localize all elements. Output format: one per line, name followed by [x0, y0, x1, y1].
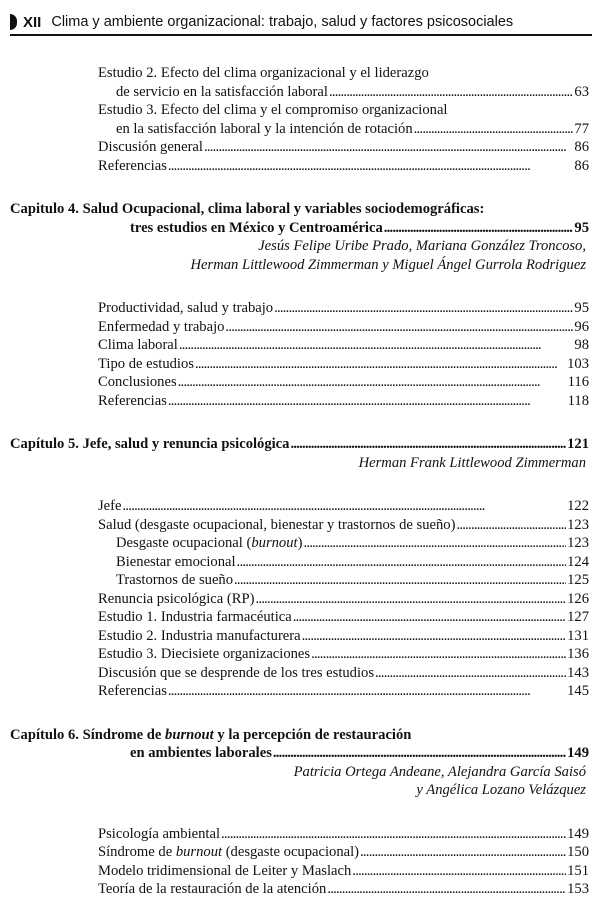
dot-leader	[179, 336, 574, 355]
dot-leader	[327, 880, 566, 899]
toc-entry[interactable]	[0, 355, 600, 374]
entry-text-rest: (desgaste ocupacional)	[222, 844, 360, 860]
dot-leader	[293, 608, 566, 627]
entry-title	[98, 138, 203, 157]
entry-title	[98, 318, 224, 337]
entry-title	[116, 553, 236, 572]
entry-text: Teoría de la restauración de la atención	[98, 881, 327, 897]
entry-text: en ambientes laborales	[130, 745, 272, 761]
dot-leader	[225, 318, 573, 337]
entry-title	[98, 336, 178, 355]
dot-leader	[456, 516, 566, 535]
entry-text: Síndrome de	[98, 844, 176, 860]
entry-text: Estudio 2. Industria manufacturera	[98, 627, 301, 644]
entry-text: Jefe	[98, 498, 122, 514]
dot-leader	[414, 120, 574, 139]
entry-text-rest: y la percepción de restauración	[213, 726, 412, 743]
toc-entry[interactable]	[0, 571, 600, 590]
chapter-authors: Jesús Felipe Uribe Prado, Mariana González Troncoso,	[258, 238, 586, 254]
entry-title	[10, 726, 411, 745]
entry-italic-text: burnout	[165, 726, 214, 743]
section-list	[0, 497, 600, 701]
dot-leader	[255, 590, 566, 609]
toc-entry[interactable]	[0, 318, 600, 337]
dot-leader	[168, 682, 566, 701]
entry-page-number: 149	[567, 745, 589, 761]
entry-title	[130, 744, 272, 763]
entry-text: Renuncia psicológica (RP)	[98, 590, 255, 607]
section-list	[0, 64, 600, 175]
chapter-title-line[interactable]	[0, 744, 600, 763]
dot-leader	[234, 571, 566, 590]
entry-text: Estudio 3. Diecisiete organizaciones	[98, 646, 311, 662]
entry-page-number: 96	[574, 318, 589, 335]
dot-leader	[178, 373, 567, 392]
dot-leader	[195, 355, 566, 374]
entry-title	[116, 120, 413, 139]
entry-page-number: 121	[567, 436, 589, 452]
dot-leader	[329, 83, 573, 102]
entry-text: Capítulo 6. Síndrome de	[10, 726, 166, 743]
entry-text: Clima laboral	[98, 337, 178, 353]
entry-page-number: 118	[567, 392, 589, 409]
entry-page-number: 125	[567, 572, 589, 588]
entry-page-number: 123	[567, 516, 589, 533]
toc-entry[interactable]	[0, 392, 600, 411]
entry-page-number: 95	[574, 300, 589, 316]
entry-page-number: 95	[574, 219, 589, 236]
dot-leader	[303, 534, 566, 553]
entry-title	[130, 219, 383, 238]
entry-page-number: 151	[567, 862, 589, 879]
entry-text: Enfermedad y trabajo	[98, 318, 225, 335]
entry-text: Desgaste ocupacional (	[116, 535, 252, 551]
entry-text: Capítulo 5. Jefe, salud y renuncia psicológica	[10, 436, 290, 452]
entry-title	[98, 64, 429, 83]
chapter-authors: Patricia Ortega Andeane, Alejandra García Saisó	[293, 763, 586, 780]
entry-title	[98, 880, 326, 899]
toc-entry[interactable]	[0, 157, 600, 176]
entry-italic-text: burnout	[175, 844, 223, 860]
entry-page-number: 150	[567, 844, 589, 860]
running-title: Clima y ambiente organizacional: trabajo, salud y factores psicosociales	[51, 14, 514, 30]
entry-page-number: 98	[574, 337, 589, 353]
page-header	[10, 10, 592, 36]
toc-entry[interactable]	[0, 138, 600, 157]
toc-entry[interactable]	[0, 590, 600, 609]
entry-title	[98, 682, 167, 701]
entry-text-rest: )	[297, 535, 303, 551]
toc-entry[interactable]	[0, 373, 600, 392]
entry-page-number: 126	[567, 590, 589, 607]
entry-title	[98, 825, 220, 844]
entry-text: Productividad, salud y trabajo	[98, 300, 274, 316]
entry-text: tres estudios en México y Centroamérica	[130, 219, 383, 236]
toc-entry	[0, 101, 600, 120]
dot-leader	[302, 627, 566, 646]
chapter-title-line	[0, 726, 600, 745]
entry-page-number: 136	[567, 646, 589, 662]
toc-entry[interactable]	[0, 83, 600, 102]
toc-entry[interactable]	[0, 645, 600, 664]
entry-page-number: 143	[567, 664, 589, 681]
entry-title	[98, 627, 301, 646]
entry-text: de servicio en la satisfacción laboral	[116, 83, 328, 100]
entry-page-number: 86	[574, 157, 589, 174]
toc-entry[interactable]	[0, 682, 600, 701]
toc-entry[interactable]	[0, 880, 600, 899]
entry-title	[98, 608, 292, 627]
entry-title	[98, 590, 254, 609]
dot-leader	[123, 497, 567, 516]
entry-text: Capitulo 4. Salud Ocupacional, clima laboral y variables sociodemográficas:	[10, 201, 485, 217]
entry-title	[116, 571, 233, 590]
entry-text: Trastornos de sueño	[116, 572, 234, 588]
spacer	[0, 175, 600, 200]
entry-text: Modelo tridimensional de Leiter y Maslach	[98, 862, 352, 879]
entry-text: Estudio 1. Industria farmacéutica	[98, 609, 292, 625]
entry-text: Discusión que se desprende de los tres estudios	[98, 664, 375, 681]
dot-leader	[360, 843, 566, 862]
toc-entry	[0, 64, 600, 83]
entry-page-number: 86	[574, 139, 589, 155]
entry-page-number: 77	[574, 120, 589, 137]
chapter-heading	[0, 726, 600, 800]
table-of-contents	[0, 64, 600, 899]
entry-title	[10, 435, 289, 454]
dot-leader	[237, 553, 567, 572]
entry-title	[10, 200, 484, 219]
dot-leader	[274, 299, 573, 318]
toc-entry[interactable]	[0, 843, 600, 862]
entry-page-number: 145	[567, 683, 589, 699]
chapter-authors: y Angélica Lozano Velázquez	[416, 782, 586, 798]
chapter-authors: Herman Frank Littlewood Zimmerman	[358, 454, 586, 471]
entry-title	[98, 843, 359, 862]
dot-leader	[290, 435, 566, 454]
toc-entry[interactable]	[0, 497, 600, 516]
entry-title	[98, 157, 167, 176]
entry-text: Conclusiones	[98, 374, 177, 390]
dot-leader	[375, 664, 566, 683]
spacer	[0, 410, 600, 435]
toc-entry[interactable]	[0, 553, 600, 572]
section-list	[0, 299, 600, 410]
toc-entry[interactable]	[0, 862, 600, 881]
entry-page-number: 149	[567, 825, 589, 842]
entry-title	[98, 497, 122, 516]
toc-entry[interactable]	[0, 664, 600, 683]
chapter-heading	[0, 435, 600, 472]
entry-text: Referencias	[98, 157, 167, 174]
chapter-title-line	[0, 200, 600, 219]
dot-leader	[273, 744, 566, 763]
entry-text: Referencias	[98, 683, 167, 699]
entry-title	[116, 534, 302, 553]
dot-leader	[204, 138, 573, 157]
chapter-heading	[0, 200, 600, 274]
entry-text: Estudio 3. Efecto del clima y el compromiso organizacional	[98, 102, 448, 118]
entry-page-number: 153	[567, 881, 589, 897]
spacer	[0, 274, 600, 299]
entry-title	[98, 373, 177, 392]
entry-page-number: 63	[574, 83, 589, 100]
chapter-authors: Herman Littlewood Zimmerman y Miguel Ángel Gurrola Rodriguez	[190, 256, 586, 273]
entry-text: Psicología ambiental	[98, 825, 220, 842]
dot-leader	[221, 825, 566, 844]
chapter-marker-icon	[10, 14, 17, 30]
entry-text: Salud (desgaste ocupacional, bienestar y trastornos de sueño)	[98, 516, 456, 533]
entry-title	[98, 392, 167, 411]
chapter-title-line[interactable]	[0, 435, 600, 454]
toc-entry[interactable]	[0, 120, 600, 139]
entry-page-number: 122	[567, 498, 589, 514]
toc-entry[interactable]	[0, 336, 600, 355]
toc-entry[interactable]	[0, 608, 600, 627]
dot-leader	[168, 157, 574, 176]
toc-entry[interactable]	[0, 534, 600, 553]
entry-page-number: 116	[567, 374, 589, 390]
spacer	[0, 472, 600, 497]
entry-page-number: 123	[567, 535, 589, 551]
entry-text: Tipo de estudios	[98, 355, 194, 372]
chapter-title-line[interactable]	[0, 219, 600, 238]
dot-leader	[168, 392, 567, 411]
dot-leader	[311, 645, 566, 664]
entry-page-number: 124	[567, 553, 589, 570]
page-number: XII	[23, 13, 42, 31]
toc-entry[interactable]	[0, 825, 600, 844]
entry-text: Discusión general	[98, 139, 203, 155]
entry-title	[98, 516, 455, 535]
dot-leader	[352, 862, 566, 881]
dot-leader	[384, 219, 574, 238]
entry-text: Estudio 2. Efecto del clima organizacional y el liderazgo	[98, 65, 429, 81]
toc-entry[interactable]	[0, 627, 600, 646]
entry-title	[98, 862, 351, 881]
toc-entry[interactable]	[0, 516, 600, 535]
section-list	[0, 825, 600, 899]
toc-entry[interactable]	[0, 299, 600, 318]
entry-page-number: 127	[567, 609, 589, 625]
entry-title	[116, 83, 328, 102]
entry-title	[98, 355, 194, 374]
entry-text: Bienestar emocional	[116, 553, 236, 570]
spacer	[0, 800, 600, 825]
entry-text: en la satisfacción laboral y la intención de rotación	[116, 120, 413, 137]
entry-page-number: 131	[567, 627, 589, 644]
entry-italic-text: burnout	[251, 535, 298, 551]
entry-title	[98, 101, 447, 120]
entry-title	[98, 299, 273, 318]
entry-text: Referencias	[98, 392, 167, 409]
spacer	[0, 701, 600, 726]
entry-title	[98, 664, 374, 683]
entry-page-number: 103	[567, 355, 589, 372]
entry-title	[98, 645, 310, 664]
